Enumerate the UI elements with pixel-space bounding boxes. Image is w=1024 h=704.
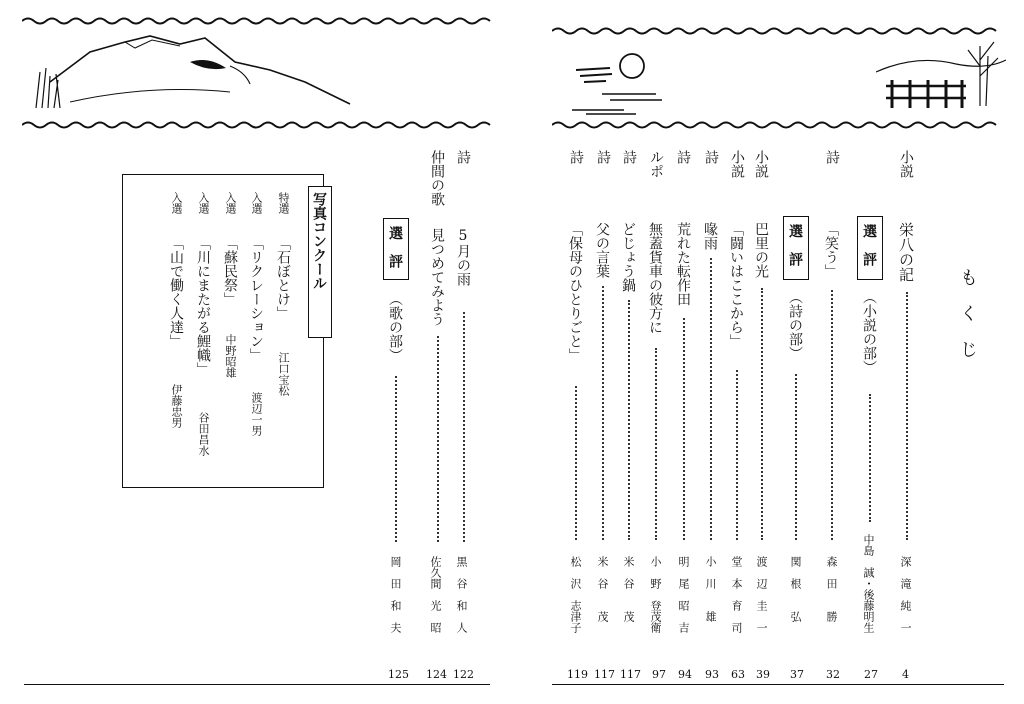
entry-author: 黒 谷 和 人 — [455, 556, 468, 633]
entry-author: 関 根 弘 — [789, 556, 802, 622]
entry-page: 39 — [756, 668, 770, 681]
entry-page: 117 — [594, 668, 615, 681]
leader-dots — [736, 370, 738, 540]
entry-category: 詩 — [568, 150, 584, 164]
entry-page: 94 — [678, 668, 692, 681]
entry-page: 122 — [453, 668, 474, 681]
entry-title[interactable]: 5月の雨 — [455, 228, 471, 286]
header-wave-right-bottom — [552, 118, 1002, 132]
entry-title[interactable]: 父の言葉 — [594, 222, 610, 278]
entry-page: 117 — [620, 668, 641, 681]
award-label: 入選 — [224, 192, 237, 214]
entry-author: 森 田 勝 — [825, 556, 838, 622]
entry-author: 堂 本 育 司 — [730, 556, 743, 633]
entry-author: 小 野 登茂衛 — [649, 556, 662, 633]
award-label: 入選 — [170, 192, 183, 214]
photo-author: 渡辺一男 — [250, 392, 263, 436]
entry-author: 米 谷 茂 — [622, 556, 635, 622]
critique-author: 岡 田 和 夫 — [389, 556, 402, 633]
leader-dots — [437, 336, 439, 542]
entry-author: 明 尾 昭 吉 — [677, 556, 690, 633]
leader-dots — [869, 394, 871, 522]
entry-page: 4 — [902, 668, 909, 681]
award-label: 特選 — [277, 192, 290, 214]
photo-contest-box — [122, 174, 327, 488]
entry-category: 詩 — [703, 150, 719, 164]
leader-dots — [795, 374, 797, 540]
award-label: 入選 — [197, 192, 210, 214]
critique-label: 選 評 — [861, 224, 877, 266]
award-label: 入選 — [250, 192, 263, 214]
photo-author: 中野昭雄 — [224, 334, 237, 378]
entry-page: 63 — [731, 668, 745, 681]
entry-category: 詩 — [455, 150, 471, 164]
photo-title[interactable]: 「蘇民祭」 — [222, 236, 238, 306]
critique-part[interactable]: （歌の部） — [387, 292, 403, 362]
entry-title[interactable]: 栄八の記 — [897, 222, 915, 282]
leader-dots — [761, 288, 763, 540]
leader-dots — [575, 386, 577, 540]
critique-label: 選 評 — [787, 224, 803, 266]
entry-author: 小 川 雄 — [704, 556, 717, 622]
photo-author: 伊藤忠男 — [170, 384, 183, 428]
entry-category: 詩 — [824, 150, 840, 164]
leader-dots — [710, 258, 712, 540]
entry-page: 93 — [705, 668, 719, 681]
critique-page: 125 — [388, 668, 409, 681]
entry-category: 詩 — [675, 150, 691, 164]
entry-page: 37 — [790, 668, 804, 681]
photo-author: 江口宝松 — [277, 352, 290, 396]
photo-author: 谷田昌水 — [197, 412, 210, 456]
photo-title[interactable]: 「リクレーション」 — [248, 236, 264, 362]
entry-title[interactable]: 喙雨 — [702, 222, 718, 250]
entry-page: 27 — [864, 668, 878, 681]
entry-title[interactable]: 「保母のひとりごと」 — [567, 222, 583, 362]
page-footer-rule — [552, 684, 1004, 685]
entry-page: 97 — [652, 668, 666, 681]
entry-author: 松 沢 志津子 — [569, 556, 582, 633]
entry-title[interactable]: 見つめてみよう — [429, 228, 445, 326]
entry-category: ルポ — [648, 150, 664, 178]
entry-title[interactable]: どじょう鍋 — [620, 222, 636, 292]
entry-title[interactable]: 「笑う」 — [823, 222, 839, 278]
critique-part[interactable]: （詩の部） — [787, 290, 803, 360]
sun-illustration — [566, 48, 676, 118]
entry-title[interactable]: 無蓋貨車の彼方に — [647, 222, 663, 334]
entry-category: 詩 — [595, 150, 611, 164]
entry-author: 米 谷 茂 — [596, 556, 609, 622]
photo-title[interactable]: 「石ぼとけ」 — [275, 236, 291, 320]
header-wave-left-bottom — [22, 118, 492, 132]
critique-label: 選 評 — [387, 226, 403, 268]
leader-dots — [683, 318, 685, 540]
leader-dots — [906, 292, 908, 540]
leader-dots — [463, 312, 465, 542]
photo-title[interactable]: 「山で働く人達」 — [168, 236, 184, 348]
photo-title[interactable]: 「川にまたがる鯉幟」 — [195, 236, 211, 376]
leader-dots — [628, 300, 630, 540]
leader-dots — [831, 290, 833, 540]
entry-title[interactable]: 「闘いはここから」 — [728, 222, 744, 348]
entry-category: 小説 — [729, 150, 745, 178]
leader-dots — [655, 348, 657, 540]
entry-author: 渡 辺 圭 一 — [755, 556, 768, 633]
entry-title[interactable]: 巴里の光 — [753, 222, 769, 278]
page-footer-rule — [24, 684, 490, 685]
entry-category: 小説 — [753, 150, 769, 178]
entry-page: 119 — [567, 668, 588, 681]
entry-category: 小説 — [898, 150, 914, 178]
entry-page: 124 — [426, 668, 447, 681]
entry-author: 佐久間 光 昭 — [429, 556, 442, 633]
leader-dots — [395, 376, 397, 542]
entry-title[interactable]: 荒れた転作田 — [675, 222, 691, 306]
photo-contest-title: 写真コンクール — [311, 192, 327, 290]
entry-category: 詩 — [621, 150, 637, 164]
entry-page: 32 — [826, 668, 840, 681]
entry-category: 仲間の歌 — [429, 150, 445, 206]
leader-dots — [602, 286, 604, 540]
entry-author: 中島 誠・後藤明生 — [862, 534, 875, 633]
fence-illustration — [876, 36, 1006, 116]
toc-heading: も く じ — [957, 268, 978, 358]
entry-author: 深 滝 純 一 — [899, 556, 912, 633]
critique-part[interactable]: （小説の部） — [861, 290, 877, 374]
mountain-illustration — [30, 22, 370, 112]
